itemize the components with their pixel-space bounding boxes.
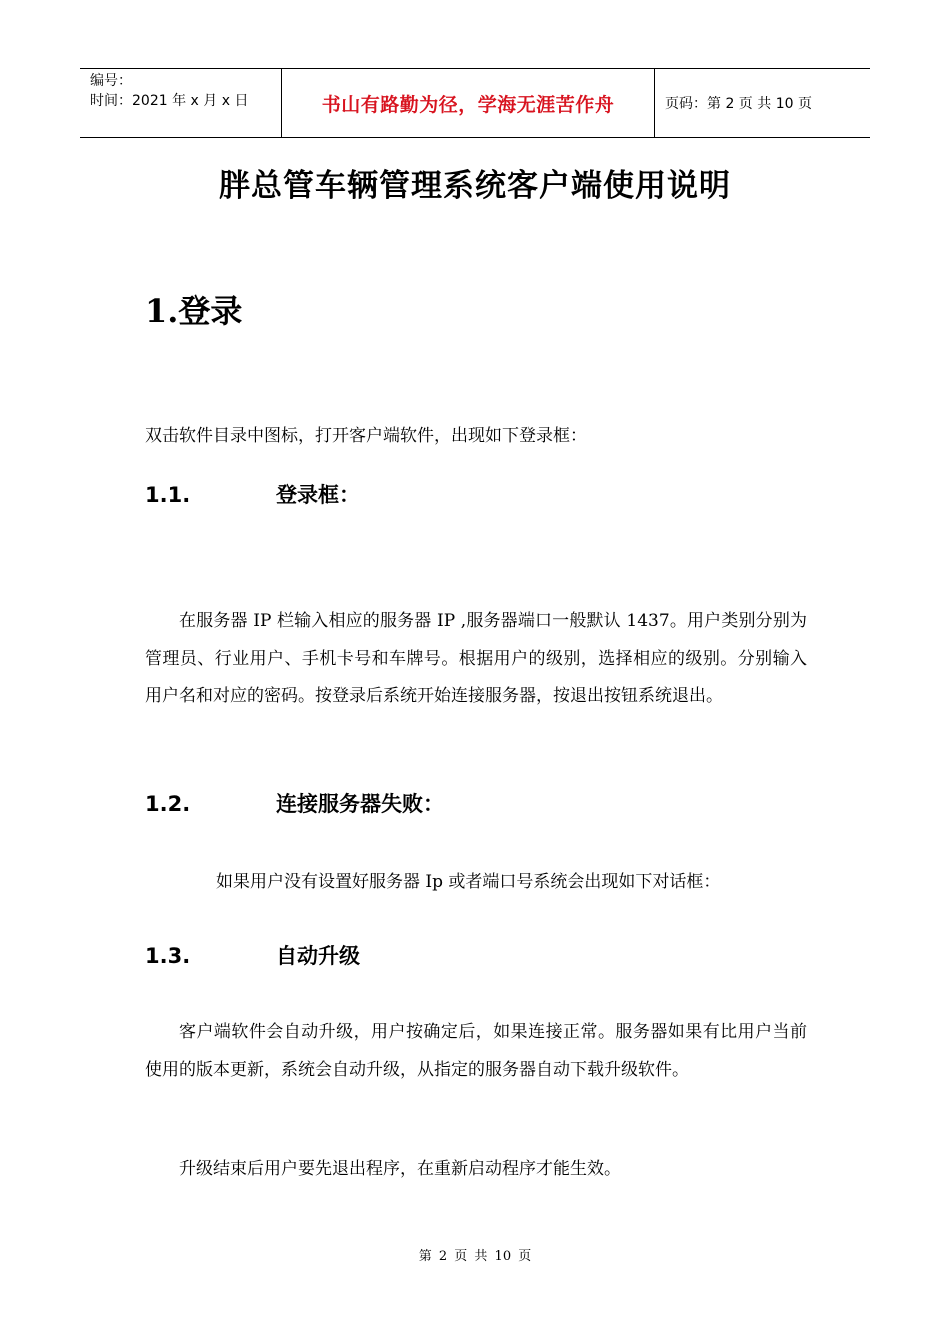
section-title: 登录框： <box>276 483 360 507</box>
page-footer: 第 2 页 共 10 页 <box>418 1249 532 1264</box>
page-header <box>80 68 870 138</box>
section-title: 登录 <box>178 292 243 330</box>
header-time-label: 时间：2021 年 x 月 x 日 <box>90 93 249 109</box>
section-number: 1.1. <box>145 483 191 507</box>
section-1-3-body-1: 客户端软件会自动升级，用户按确定后，如果连接正常。服务器如果有比用户当前使用的版本更新，系统会自动升级，从指定的服务器自动下载升级软件。 <box>145 1022 807 1080</box>
section-title: 连接服务器失败： <box>276 792 444 816</box>
header-number-label: 编号： <box>90 73 132 89</box>
document-title: 胖总管车辆管理系统客户端使用说明 <box>219 168 731 204</box>
section-number: 1.3. <box>145 944 191 968</box>
section-heading-1-2 <box>145 788 444 818</box>
section-1-3-body-2: 升级结束后用户要先退出程序，在重新启动程序才能生效。 <box>179 1159 621 1179</box>
section-heading-1-3 <box>145 940 360 970</box>
section-heading-1-1 <box>145 479 360 509</box>
section-title: 自动升级 <box>276 944 360 968</box>
section-1-1-body: 在服务器 IP 栏输入相应的服务器 IP ,服务器端口一般默认 1437。用户类别分别为管理员、行业用户、手机卡号和车牌号。根据用户的级别，选择相应的级别。分别输入用户名和对应的密码。按登录后系统开始连接服务器，按退出按钮系统退出。 <box>145 611 807 706</box>
section-1-intro: 双击软件目录中图标，打开客户端软件，出现如下登录框： <box>145 426 587 446</box>
header-meta-cell <box>80 69 282 137</box>
header-page-info: 页码：第 2 页 共 10 页 <box>665 96 812 112</box>
header-motto: 书山有路勤为径，学海无涯苦作舟 <box>282 69 655 137</box>
section-1-2-body: 如果用户没有设置好服务器 Ip 或者端口号系统会出现如下对话框： <box>216 872 721 892</box>
section-number: 1.2. <box>145 792 191 816</box>
section-heading-1 <box>145 286 242 332</box>
section-number: 1. <box>145 292 179 330</box>
